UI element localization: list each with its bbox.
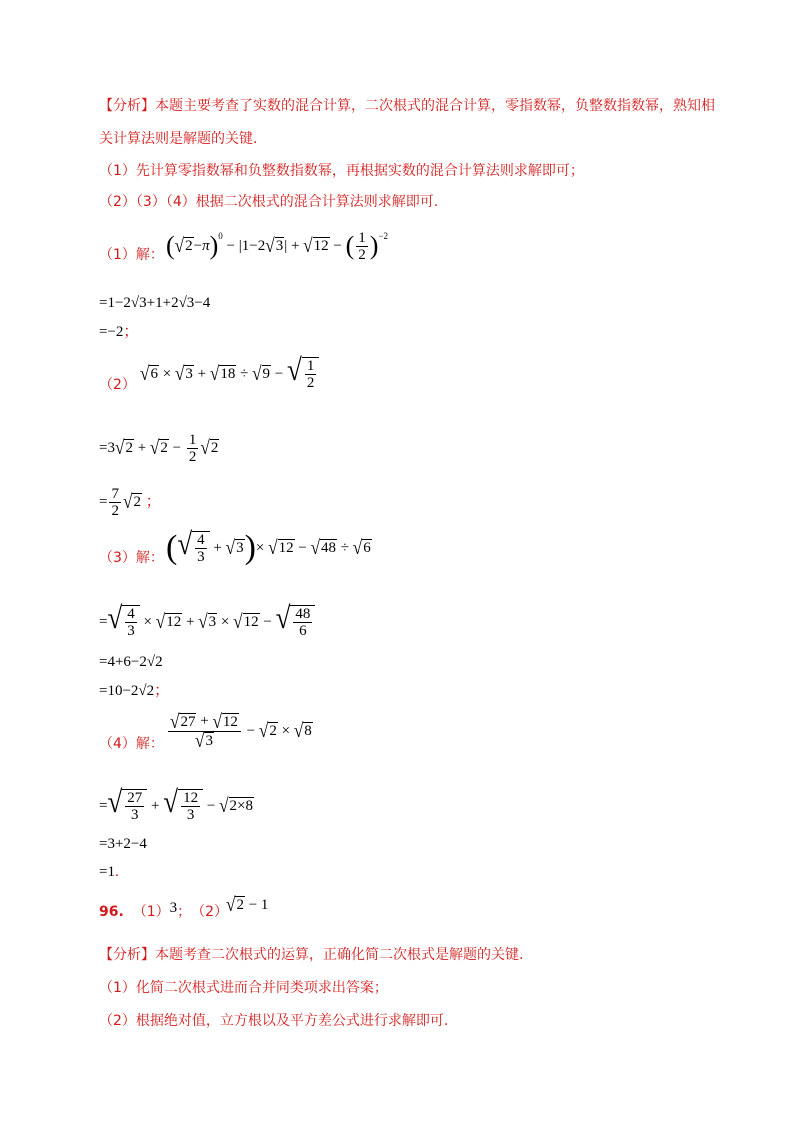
part2-label: （2） (99, 377, 136, 393)
q96-answer-line (99, 902, 228, 922)
q96-ans2-value: √ 2 − 1 (226, 893, 269, 916)
q96-number: 96. (99, 904, 124, 920)
part3-result: =10−2√2 (99, 683, 155, 699)
part3-step1: = √ $\frac{4}{3}$ × √ 12 + √ 3 × √ 12 − √ $\frac{48}{6}$ (99, 600, 315, 644)
part4-step3 (99, 862, 119, 882)
part2-step2: = $\frac{7}{2}$ √ 2 ； (99, 485, 161, 519)
hint-2-3-4: （2）（3）（4）根据二次根式的混合计算法则求解即可. (99, 194, 439, 210)
part4-period: . (114, 864, 119, 880)
q96-ans1-label: （1） (132, 904, 170, 920)
q96-hint-2: （2）根据绝对值，立方根以及平方差公式进行求解即可. (99, 1013, 449, 1029)
part1-label: （1）解： (99, 247, 164, 263)
q96-ans2-label: （2） (191, 904, 229, 920)
part3-expression: ( √ $\frac{4}{3}$ + √ 3 ) × √ 12 − √ 48 ÷ √ 6 (166, 526, 371, 566)
q96-ans1-value: 3 (169, 900, 178, 916)
analysis-line-2: 关计算法则是解题的关键. (99, 131, 258, 147)
part2-step1: =3 √ 2 + √ 2 − $\frac{1}{2}$ √ 2 (99, 431, 219, 465)
q96-hint-1: （1）化简二次根式进而合并同类项求出答案； (99, 980, 388, 996)
part1-step1: =1−2√3+1+2√3−4 (99, 295, 211, 311)
part4-result: =1 (99, 864, 115, 880)
analysis-line-1: 【分析】本题主要考查了实数的混合计算，二次根式的混合计算，零指数幂，负整数指数幂，熟知相 (99, 98, 715, 114)
part2-semicolon: ； (145, 494, 161, 510)
part4-step2: =3+2−4 (99, 836, 147, 852)
part4-step1: = √ $\frac{27}{3}$ + √ $\frac{12}{3}$ − √ 2×8 (99, 784, 253, 823)
part3-label: （3）解： (99, 550, 164, 566)
part3-step3 (99, 681, 169, 701)
part1-step2 (99, 322, 138, 342)
part4-label: （4）解： (99, 736, 164, 752)
part1-result: =−2 (99, 324, 124, 340)
part4-expression: √ 27 + √ 12 √ 3 − √ 2 × √ 8 (170, 710, 312, 751)
part2-expression: √ 6 × √ 3 + √ 18 ÷ √ 9 − √ $\frac{1}{2}$ (140, 352, 319, 396)
part1-semicolon: ； (123, 324, 139, 340)
part3-step2: =4+6−2√2 (99, 654, 163, 670)
hint-1: （1）先计算零指数幂和负整数指数幂，再根据实数的混合计算法则求解即可； (99, 163, 584, 179)
q96-sep: ； (177, 904, 192, 920)
part3-semicolon: ； (154, 683, 170, 699)
q96-analysis: 【分析】本题考查二次根式的运算，正确化简二次根式是解题的关键. (99, 947, 524, 963)
part1-expression: ( √ 2 − π ) $^0$ − |1−2 √ 3 | + √ 12 − ( $\frac{1}{2}$ ) $^{-2}$ (166, 229, 389, 263)
